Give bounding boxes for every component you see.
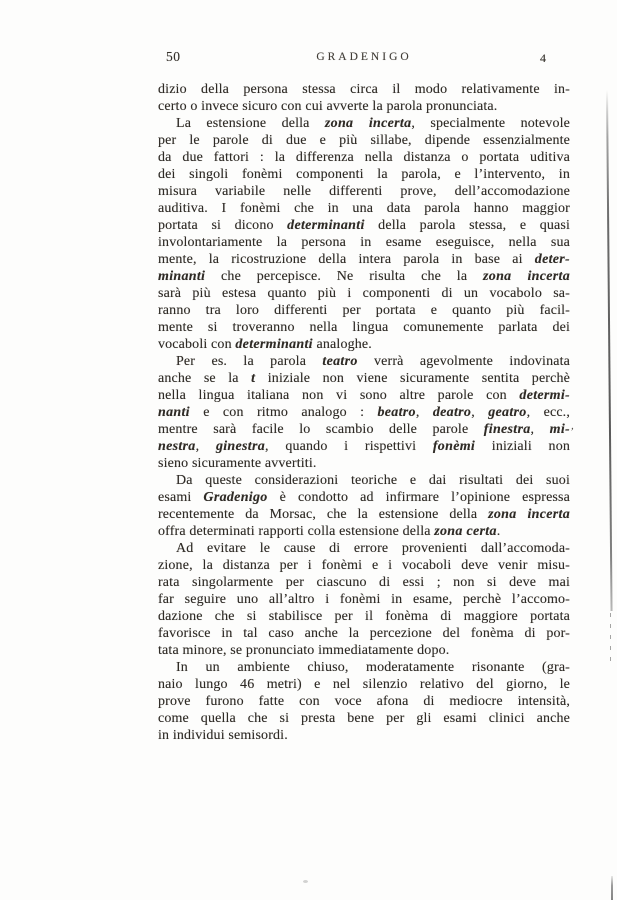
emphasized-term: zona incerta: [483, 269, 570, 284]
text-line: misura variabile nelle differenti prove, dell’accomodazione: [158, 184, 570, 199]
paragraph: [158, 659, 570, 744]
text-line: in individui semisordi.: [158, 728, 288, 743]
text-line: esami Gradenigo è condotto ad infirmare l’opinione espressa: [158, 490, 570, 505]
text-line: Da queste considerazioni teoriche e dai risultati dei suoi: [176, 473, 570, 488]
emphasized-term: deter-: [534, 252, 570, 267]
text-line: dizio della persona stessa circa il modo relativamente in-: [158, 82, 570, 97]
paragraph: [158, 353, 570, 472]
scan-edge-line-dashes: [610, 613, 611, 663]
text-line: involontariamente la persona in esame eseguisce, nella sua: [158, 235, 570, 250]
scan-edge-line: [606, 90, 612, 611]
emphasized-term: minanti: [158, 269, 206, 284]
column-number: 4: [540, 51, 546, 65]
emphasized-term: t: [251, 371, 256, 386]
text-line: auditiva. I fonèmi che in una data parola hanno maggior: [158, 201, 570, 216]
emphasized-term: finestra: [483, 422, 531, 437]
text-line: naio lungo 46 metri) e nel silenzio relativo del giorno, le: [158, 677, 570, 692]
text-line: Ad evitare le cause di errore provenienti dall’accomoda-: [176, 541, 570, 556]
text-line: mente si troveranno nella lingua comunemente parlata dei: [158, 320, 570, 335]
text-line: dazione che si stabilisce per il fonèma di maggiore portata: [158, 609, 570, 624]
emphasized-term: determinanti: [235, 337, 313, 352]
paragraph: [158, 540, 570, 659]
text-line: zione, la distanza per i fonèmi e i vocaboli deve venir misu-: [158, 558, 570, 573]
text-line: nanti e con ritmo analogo : beatro, deatro, geatro, ecc.,: [158, 405, 570, 420]
text-line: dei singoli fonèmi componenti la parola, e l’intervento, in: [158, 167, 570, 182]
text-line: minanti che percepisce. Ne risulta che la zona incerta: [158, 269, 570, 284]
margin-stray-mark: ’: [569, 425, 575, 439]
emphasized-term: fonèmi: [432, 439, 476, 454]
text-line: mentre sarà facile lo scambio delle parole finestra, mi-: [158, 422, 570, 437]
page-header: [158, 49, 570, 65]
text-line: sarà più estesa quanto più i componenti di un vocabolo sa-: [158, 286, 570, 301]
emphasized-term: mi-: [549, 422, 570, 437]
text-line: vocaboli con determinanti analoghe.: [158, 337, 372, 352]
text-line: In un ambiente chiuso, moderatamente risonante (gra-: [176, 660, 570, 675]
text-line: prove furono fatte con voce afona di mediocre intensità,: [158, 694, 570, 709]
emphasized-term: ginestra: [215, 439, 266, 454]
text-line: recentemente da Morsac, che la estensione della zona incerta: [158, 507, 570, 522]
emphasized-term: nestra: [158, 439, 196, 454]
page-number: 50: [166, 49, 181, 64]
text-line: favorisce in tal caso anche la percezione del fonèma di por-: [158, 626, 570, 641]
emphasized-term: Gradenigo: [203, 490, 268, 505]
text-line: come quella che si presta bene per gli esami clinici anche: [158, 711, 570, 726]
text-line: mente, la ricostruzione della intera parola in base ai deter-: [158, 252, 570, 267]
text-line: ranno tra loro differenti per portata e quanto più facil-: [158, 303, 570, 318]
text-line: offra determinati rapporti colla estensione della zona certa.: [158, 524, 501, 539]
text-line: nestra, ginestra, quando i rispettivi fonèmi iniziali non: [158, 439, 570, 454]
emphasized-term: zona certa: [434, 524, 497, 539]
paragraph: [158, 115, 570, 353]
text-line: per le parole di due e più sillabe, dipende essenzialmente: [158, 133, 570, 148]
emphasized-term: nanti: [158, 405, 190, 420]
text-line: far seguire uno all’altro i fonèmi in esame, perchè l’accomo-: [158, 592, 570, 607]
emphasized-term: deatro: [432, 405, 472, 420]
body-text: [158, 81, 570, 744]
emphasized-term: zona incerta: [324, 116, 412, 131]
emphasized-term: determinanti: [287, 218, 365, 233]
emphasized-term: geatro: [488, 405, 527, 420]
emphasized-term: zona incerta: [488, 507, 570, 522]
paragraph: [158, 81, 570, 115]
text-line: Per es. la parola teatro verrà agevolmente indovinata: [176, 354, 570, 369]
text-line: tata minore, se pronunciato immediatamente dopo.: [158, 643, 450, 658]
text-line: nella lingua italiana non vi sono altre parole con determi-: [158, 388, 570, 403]
running-title: GRADENIGO: [316, 51, 412, 63]
scan-edge-line-bottom: [611, 876, 613, 900]
text-line: rata singolarmente per ciascuno di essi ; non si deve mai: [158, 575, 570, 590]
text-line: certo o invece sicuro con cui avverte la parola pronunciata.: [158, 99, 498, 114]
text-line: da due fattori : la differenza nella distanza o portata uditiva: [158, 150, 570, 165]
text-line: sieno sicuramente avvertiti.: [158, 456, 317, 471]
text-line: La estensione della zona incerta, specialmente notevole: [176, 116, 570, 131]
emphasized-term: teatro: [322, 354, 358, 369]
emphasized-term: beatro: [377, 405, 416, 420]
emphasized-term: determi-: [519, 388, 570, 403]
paragraph: [158, 472, 570, 540]
scan-speck: [303, 880, 308, 883]
text-line: portata si dicono determinanti della parola stessa, e quasi: [158, 218, 570, 233]
text-line: anche se la t iniziale non viene sicuramente sentita perchè: [158, 371, 570, 386]
